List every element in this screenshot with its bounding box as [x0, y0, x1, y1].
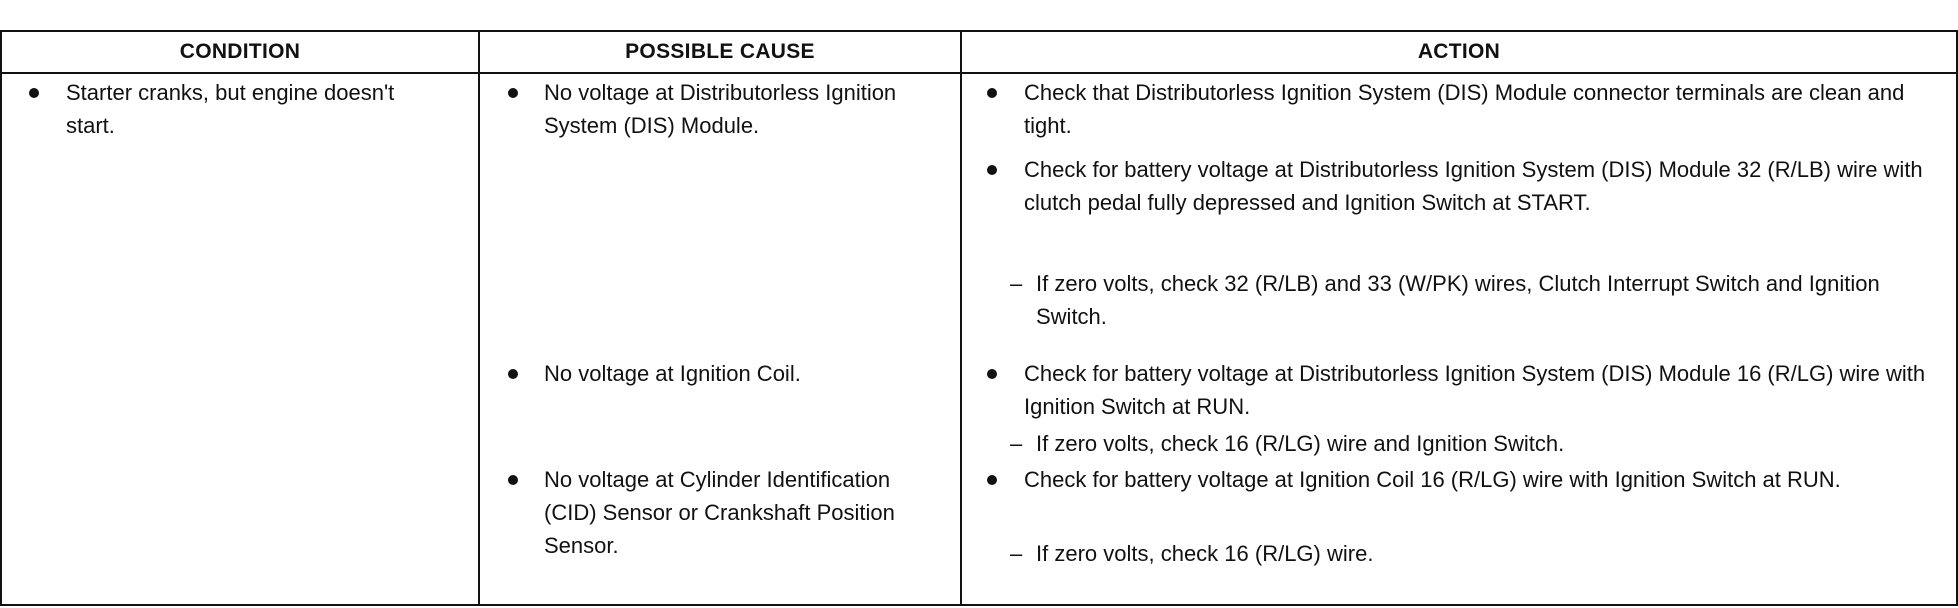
troubleshooting-table: [0, 30, 1958, 606]
action-5-text: If zero volts, check 16 (R/LG) wire and Ignition Switch.: [1036, 431, 1565, 456]
action-3-text: If zero volts, check 32 (R/LB) and 33 (W/PK) wires, Clutch Interrupt Switch and Ignition Switch.: [1036, 271, 1880, 329]
bullet-icon: [508, 369, 518, 379]
bullet-icon: [29, 88, 39, 98]
header-divider: [0, 72, 1958, 74]
table-border-left: [0, 32, 2, 604]
dash-icon: –: [1010, 271, 1023, 296]
dash-icon: –: [1010, 541, 1023, 566]
column-divider-1: [478, 32, 480, 604]
column-divider-2: [960, 32, 962, 604]
bullet-icon: [508, 475, 518, 485]
bullet-icon: [508, 88, 518, 98]
action-6-text: Check for battery voltage at Ignition Coil 16 (R/LG) wire with Ignition Switch at RUN.: [1024, 467, 1841, 492]
bullet-icon: [987, 165, 997, 175]
bullet-icon: [987, 475, 997, 485]
header-condition: CONDITION: [179, 40, 301, 63]
action-1-text: Check that Distributorless Ignition System (DIS) Module connector terminals are clean and tight.: [1024, 80, 1905, 138]
cause-1-text: No voltage at Distributorless Ignition System (DIS) Module.: [544, 80, 897, 138]
action-2-text: Check for battery voltage at Distributorless Ignition System (DIS) Module 32 (R/LB) wire with clutch pedal fully depressed and Ignition Switch at START.: [1024, 157, 1923, 215]
header-action: ACTION: [1417, 40, 1501, 63]
cause-2-text: No voltage at Ignition Coil.: [544, 361, 801, 386]
action-7-text: If zero volts, check 16 (R/LG) wire.: [1036, 541, 1374, 566]
dash-icon: –: [1010, 431, 1023, 456]
bullet-icon: [987, 88, 997, 98]
action-4-text: Check for battery voltage at Distributorless Ignition System (DIS) Module 16 (R/LG) wire with Ignition Switch at RUN.: [1024, 361, 1926, 419]
header-possible-cause: POSSIBLE CAUSE: [625, 40, 815, 63]
condition-text: Starter cranks, but engine doesn't start.: [66, 80, 395, 138]
cause-3-text: No voltage at Cylinder Identification (CID) Sensor or Crankshaft Position Sensor.: [544, 467, 895, 558]
bullet-icon: [987, 369, 997, 379]
